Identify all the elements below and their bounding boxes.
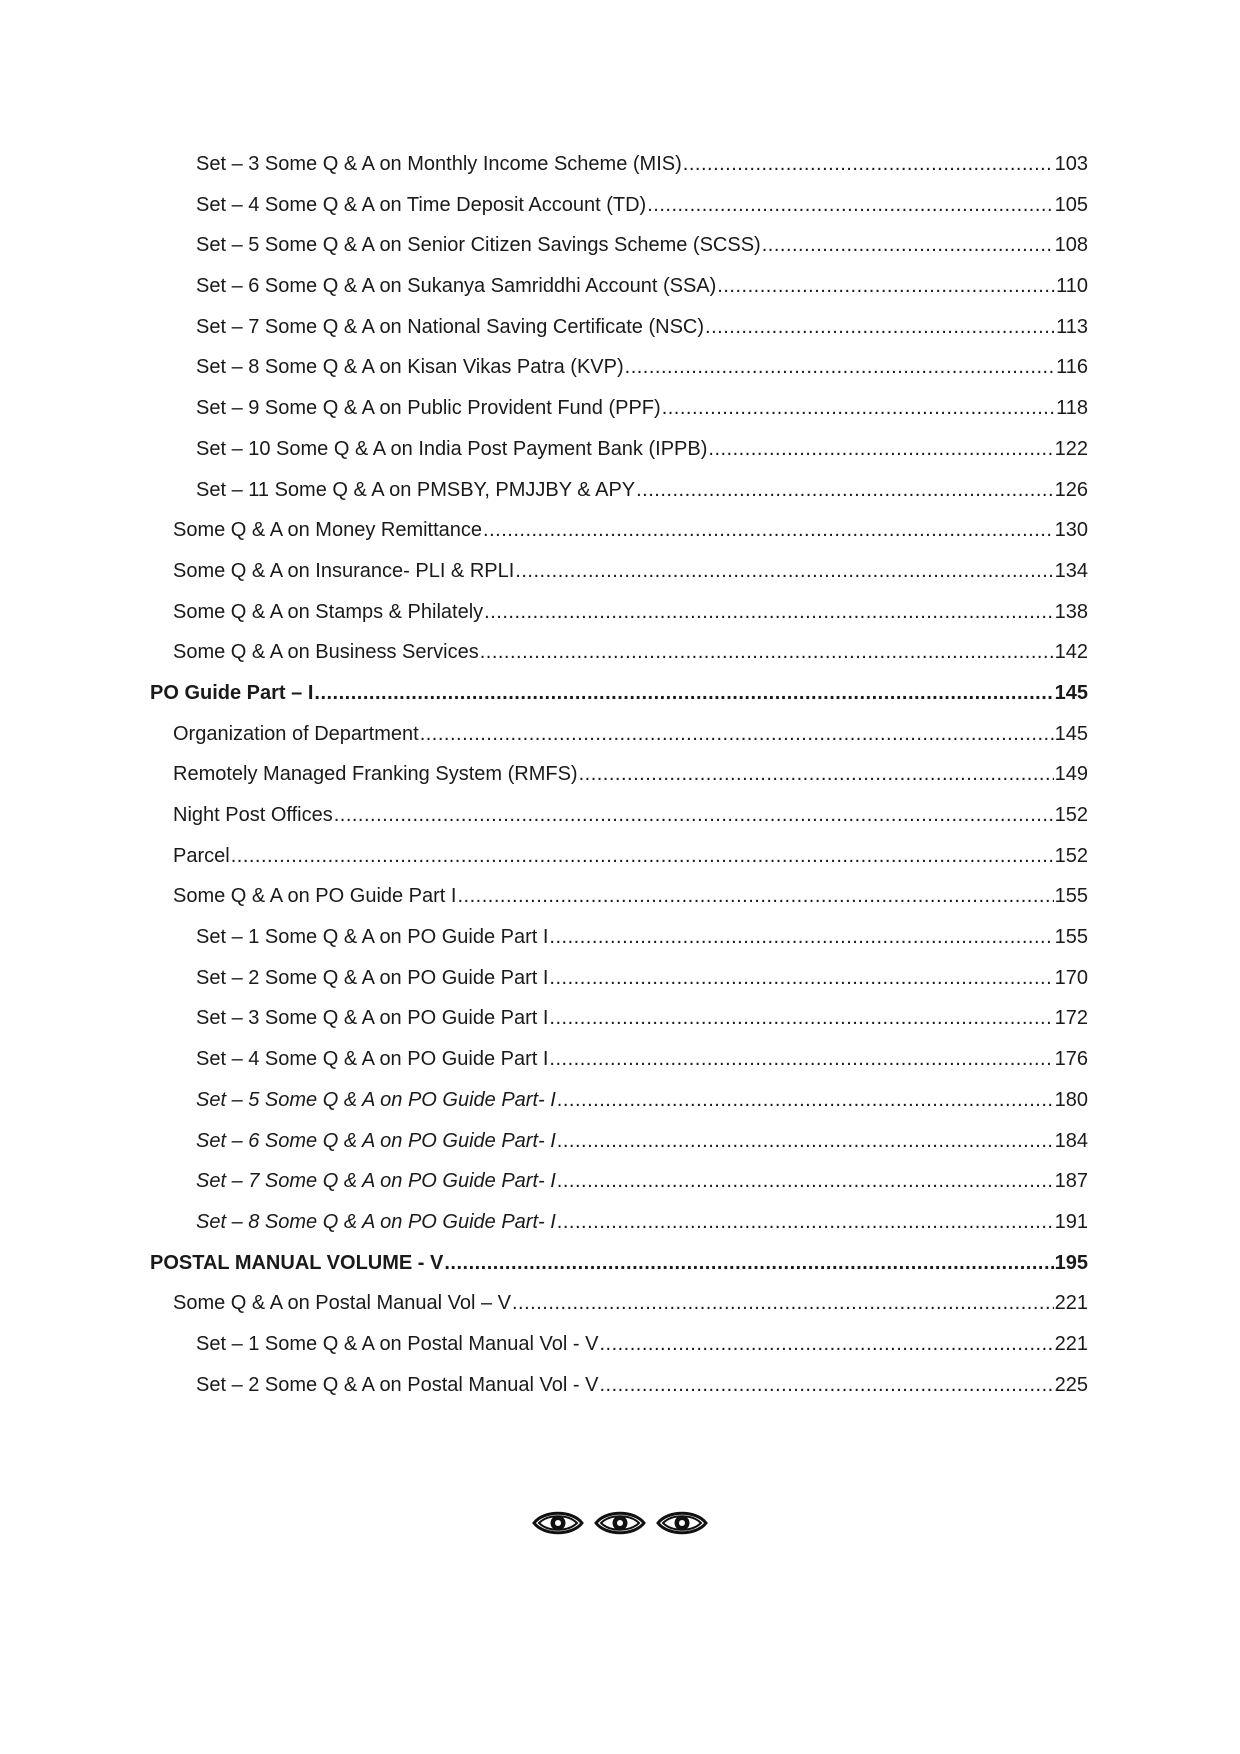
toc-entry-page-number: 116 <box>1056 356 1088 379</box>
dot-leader <box>231 836 1054 877</box>
toc-entry[interactable] <box>0 551 1240 592</box>
table-of-contents <box>0 144 1240 1405</box>
toc-entry[interactable] <box>0 795 1240 836</box>
toc-entry[interactable] <box>0 510 1240 551</box>
toc-entry[interactable] <box>0 1202 1240 1243</box>
dot-leader <box>557 1202 1054 1243</box>
toc-entry-page-number: 113 <box>1056 315 1088 338</box>
dot-leader <box>599 1365 1053 1406</box>
toc-entry-title: Some Q & A on Postal Manual Vol – V <box>173 1292 511 1315</box>
toc-entry[interactable] <box>0 714 1240 755</box>
dot-leader <box>579 754 1054 795</box>
toc-entry[interactable] <box>0 1283 1240 1324</box>
toc-entry[interactable] <box>0 1121 1240 1162</box>
dot-leader <box>557 1121 1054 1162</box>
toc-entry-title: Set – 2 Some Q & A on Postal Manual Vol - V <box>196 1373 599 1396</box>
toc-entry-page-number: 122 <box>1054 437 1088 460</box>
toc-entry-page-number: 180 <box>1054 1088 1088 1111</box>
toc-entry-page-number: 187 <box>1054 1170 1088 1193</box>
toc-entry[interactable] <box>0 592 1240 633</box>
toc-entry-title: Set – 4 Some Q & A on Time Deposit Account (TD) <box>196 193 647 216</box>
dot-leader <box>484 592 1053 633</box>
toc-entry-page-number: 145 <box>1054 722 1088 745</box>
toc-entry[interactable] <box>0 429 1240 470</box>
toc-entry-page-number: 142 <box>1054 641 1088 664</box>
toc-entry[interactable] <box>0 185 1240 226</box>
toc-entry-page-number: 172 <box>1054 1007 1088 1030</box>
toc-entry-title: Set – 1 Some Q & A on PO Guide Part I <box>196 926 549 949</box>
toc-entry[interactable] <box>0 917 1240 958</box>
toc-entry-title: Some Q & A on Business Services <box>173 641 479 664</box>
toc-entry[interactable] <box>0 998 1240 1039</box>
toc-entry-page-number: 118 <box>1056 397 1088 420</box>
eye-icon <box>656 1507 708 1539</box>
toc-entry-title: Set – 7 Some Q & A on PO Guide Part- I <box>196 1170 556 1193</box>
toc-entry-title: Night Post Offices <box>173 804 333 826</box>
dot-leader <box>683 144 1054 185</box>
toc-entry-title: Remotely Managed Franking System (RMFS) <box>173 763 578 786</box>
toc-entry-page-number: 138 <box>1054 600 1088 623</box>
dot-leader <box>599 1324 1053 1365</box>
toc-entry[interactable] <box>0 836 1240 877</box>
dot-leader <box>444 1243 1053 1284</box>
toc-entry-page-number: 105 <box>1054 193 1088 216</box>
toc-entry-page-number: 130 <box>1054 519 1088 542</box>
toc-entry[interactable] <box>0 266 1240 307</box>
toc-entry-title: Set – 9 Some Q & A on Public Provident Fund (PPF) <box>196 397 661 420</box>
dot-leader <box>557 1161 1054 1202</box>
toc-entry[interactable] <box>0 673 1240 714</box>
toc-entry-title: PO Guide Part – I <box>150 681 314 704</box>
toc-entry[interactable] <box>0 754 1240 795</box>
dot-leader <box>647 185 1053 226</box>
toc-entry-title: Set – 4 Some Q & A on PO Guide Part I <box>196 1048 549 1071</box>
toc-entry-page-number: 170 <box>1054 966 1088 989</box>
dot-leader <box>549 998 1053 1039</box>
end-ornament <box>0 1507 1240 1539</box>
toc-entry[interactable] <box>0 225 1240 266</box>
toc-entry[interactable] <box>0 1324 1240 1365</box>
dot-leader <box>557 1080 1054 1121</box>
toc-entry-page-number: 103 <box>1054 153 1088 175</box>
toc-entry-page-number: 225 <box>1054 1373 1088 1396</box>
toc-entry-title: Set – 6 Some Q & A on PO Guide Part- I <box>196 1129 556 1152</box>
toc-entry-page-number: 108 <box>1054 234 1088 257</box>
toc-entry-title: Set – 7 Some Q & A on National Saving Certificate (NSC) <box>196 315 705 338</box>
toc-entry[interactable] <box>0 1039 1240 1080</box>
dot-leader <box>636 470 1054 511</box>
toc-entry-page-number: 152 <box>1054 804 1088 826</box>
toc-entry[interactable] <box>0 1161 1240 1202</box>
toc-entry-page-number: 155 <box>1054 926 1088 949</box>
dot-leader <box>314 673 1053 714</box>
toc-entry-title: Set – 6 Some Q & A on Sukanya Samriddhi Account (SSA) <box>196 275 717 298</box>
dot-leader <box>512 1283 1054 1324</box>
toc-entry-page-number: 149 <box>1054 763 1088 786</box>
dot-leader <box>549 917 1053 958</box>
toc-entry-title: Some Q & A on PO Guide Part I <box>173 885 457 908</box>
dot-leader <box>762 225 1054 266</box>
toc-entry-page-number: 176 <box>1054 1048 1088 1071</box>
toc-entry-title: POSTAL MANUAL VOLUME - V <box>150 1251 444 1274</box>
toc-entry-page-number: 195 <box>1054 1251 1088 1274</box>
toc-entry[interactable] <box>0 144 1240 185</box>
toc-entry-page-number: 155 <box>1054 885 1088 908</box>
dot-leader <box>717 266 1055 307</box>
toc-entry-page-number: 145 <box>1054 681 1088 704</box>
dot-leader <box>662 388 1055 429</box>
toc-entry[interactable] <box>0 632 1240 673</box>
toc-entry-page-number: 184 <box>1054 1129 1088 1152</box>
toc-entry-title: Some Q & A on Money Remittance <box>173 519 483 542</box>
toc-entry[interactable] <box>0 1243 1240 1284</box>
toc-entry-title: Set – 1 Some Q & A on Postal Manual Vol - V <box>196 1332 599 1355</box>
eye-icon <box>594 1507 646 1539</box>
toc-entry-title: Set – 3 Some Q & A on Monthly Income Scheme (MIS) <box>196 153 682 175</box>
dot-leader <box>705 307 1055 348</box>
toc-entry[interactable] <box>0 1365 1240 1406</box>
toc-entry-title: Organization of Department <box>173 722 419 745</box>
toc-entry[interactable] <box>0 876 1240 917</box>
toc-entry-title: Some Q & A on Stamps & Philately <box>173 600 484 623</box>
dot-leader <box>483 510 1054 551</box>
toc-entry-title: Some Q & A on Insurance- PLI & RPLI <box>173 559 515 582</box>
toc-entry-page-number: 110 <box>1056 275 1088 298</box>
dot-leader <box>457 876 1053 917</box>
toc-entry[interactable] <box>0 388 1240 429</box>
toc-entry-page-number: 221 <box>1054 1292 1088 1315</box>
toc-entry-title: Set – 2 Some Q & A on PO Guide Part I <box>196 966 549 989</box>
toc-entry-page-number: 152 <box>1054 844 1088 867</box>
toc-entry-title: Set – 8 Some Q & A on PO Guide Part- I <box>196 1210 556 1233</box>
toc-entry-title: Parcel <box>173 844 230 867</box>
toc-entry-title: Set – 8 Some Q & A on Kisan Vikas Patra (KVP) <box>196 356 624 379</box>
toc-entry-title: Set – 3 Some Q & A on PO Guide Part I <box>196 1007 549 1030</box>
toc-entry-title: Set – 5 Some Q & A on Senior Citizen Savings Scheme (SCSS) <box>196 234 761 257</box>
dot-leader <box>625 347 1055 388</box>
toc-entry[interactable] <box>0 958 1240 999</box>
toc-entry[interactable] <box>0 347 1240 388</box>
toc-entry-title: Set – 11 Some Q & A on PMSBY, PMJJBY & APY <box>196 478 636 501</box>
toc-entry[interactable] <box>0 307 1240 348</box>
toc-entry[interactable] <box>0 1080 1240 1121</box>
dot-leader <box>334 795 1054 836</box>
dot-leader <box>549 958 1053 999</box>
dot-leader <box>480 632 1054 673</box>
toc-entry-page-number: 134 <box>1054 559 1088 582</box>
dot-leader <box>549 1039 1053 1080</box>
eye-icon <box>532 1507 584 1539</box>
toc-entry-page-number: 221 <box>1054 1332 1088 1355</box>
dot-leader <box>708 429 1053 470</box>
dot-leader <box>515 551 1053 592</box>
toc-entry-title: Set – 5 Some Q & A on PO Guide Part- I <box>196 1088 556 1111</box>
toc-entry-page-number: 126 <box>1054 478 1088 501</box>
toc-entry-title: Set – 10 Some Q & A on India Post Payment Bank (IPPB) <box>196 437 708 460</box>
dot-leader <box>420 714 1054 755</box>
toc-entry[interactable] <box>0 470 1240 511</box>
toc-entry-page-number: 191 <box>1054 1210 1088 1233</box>
